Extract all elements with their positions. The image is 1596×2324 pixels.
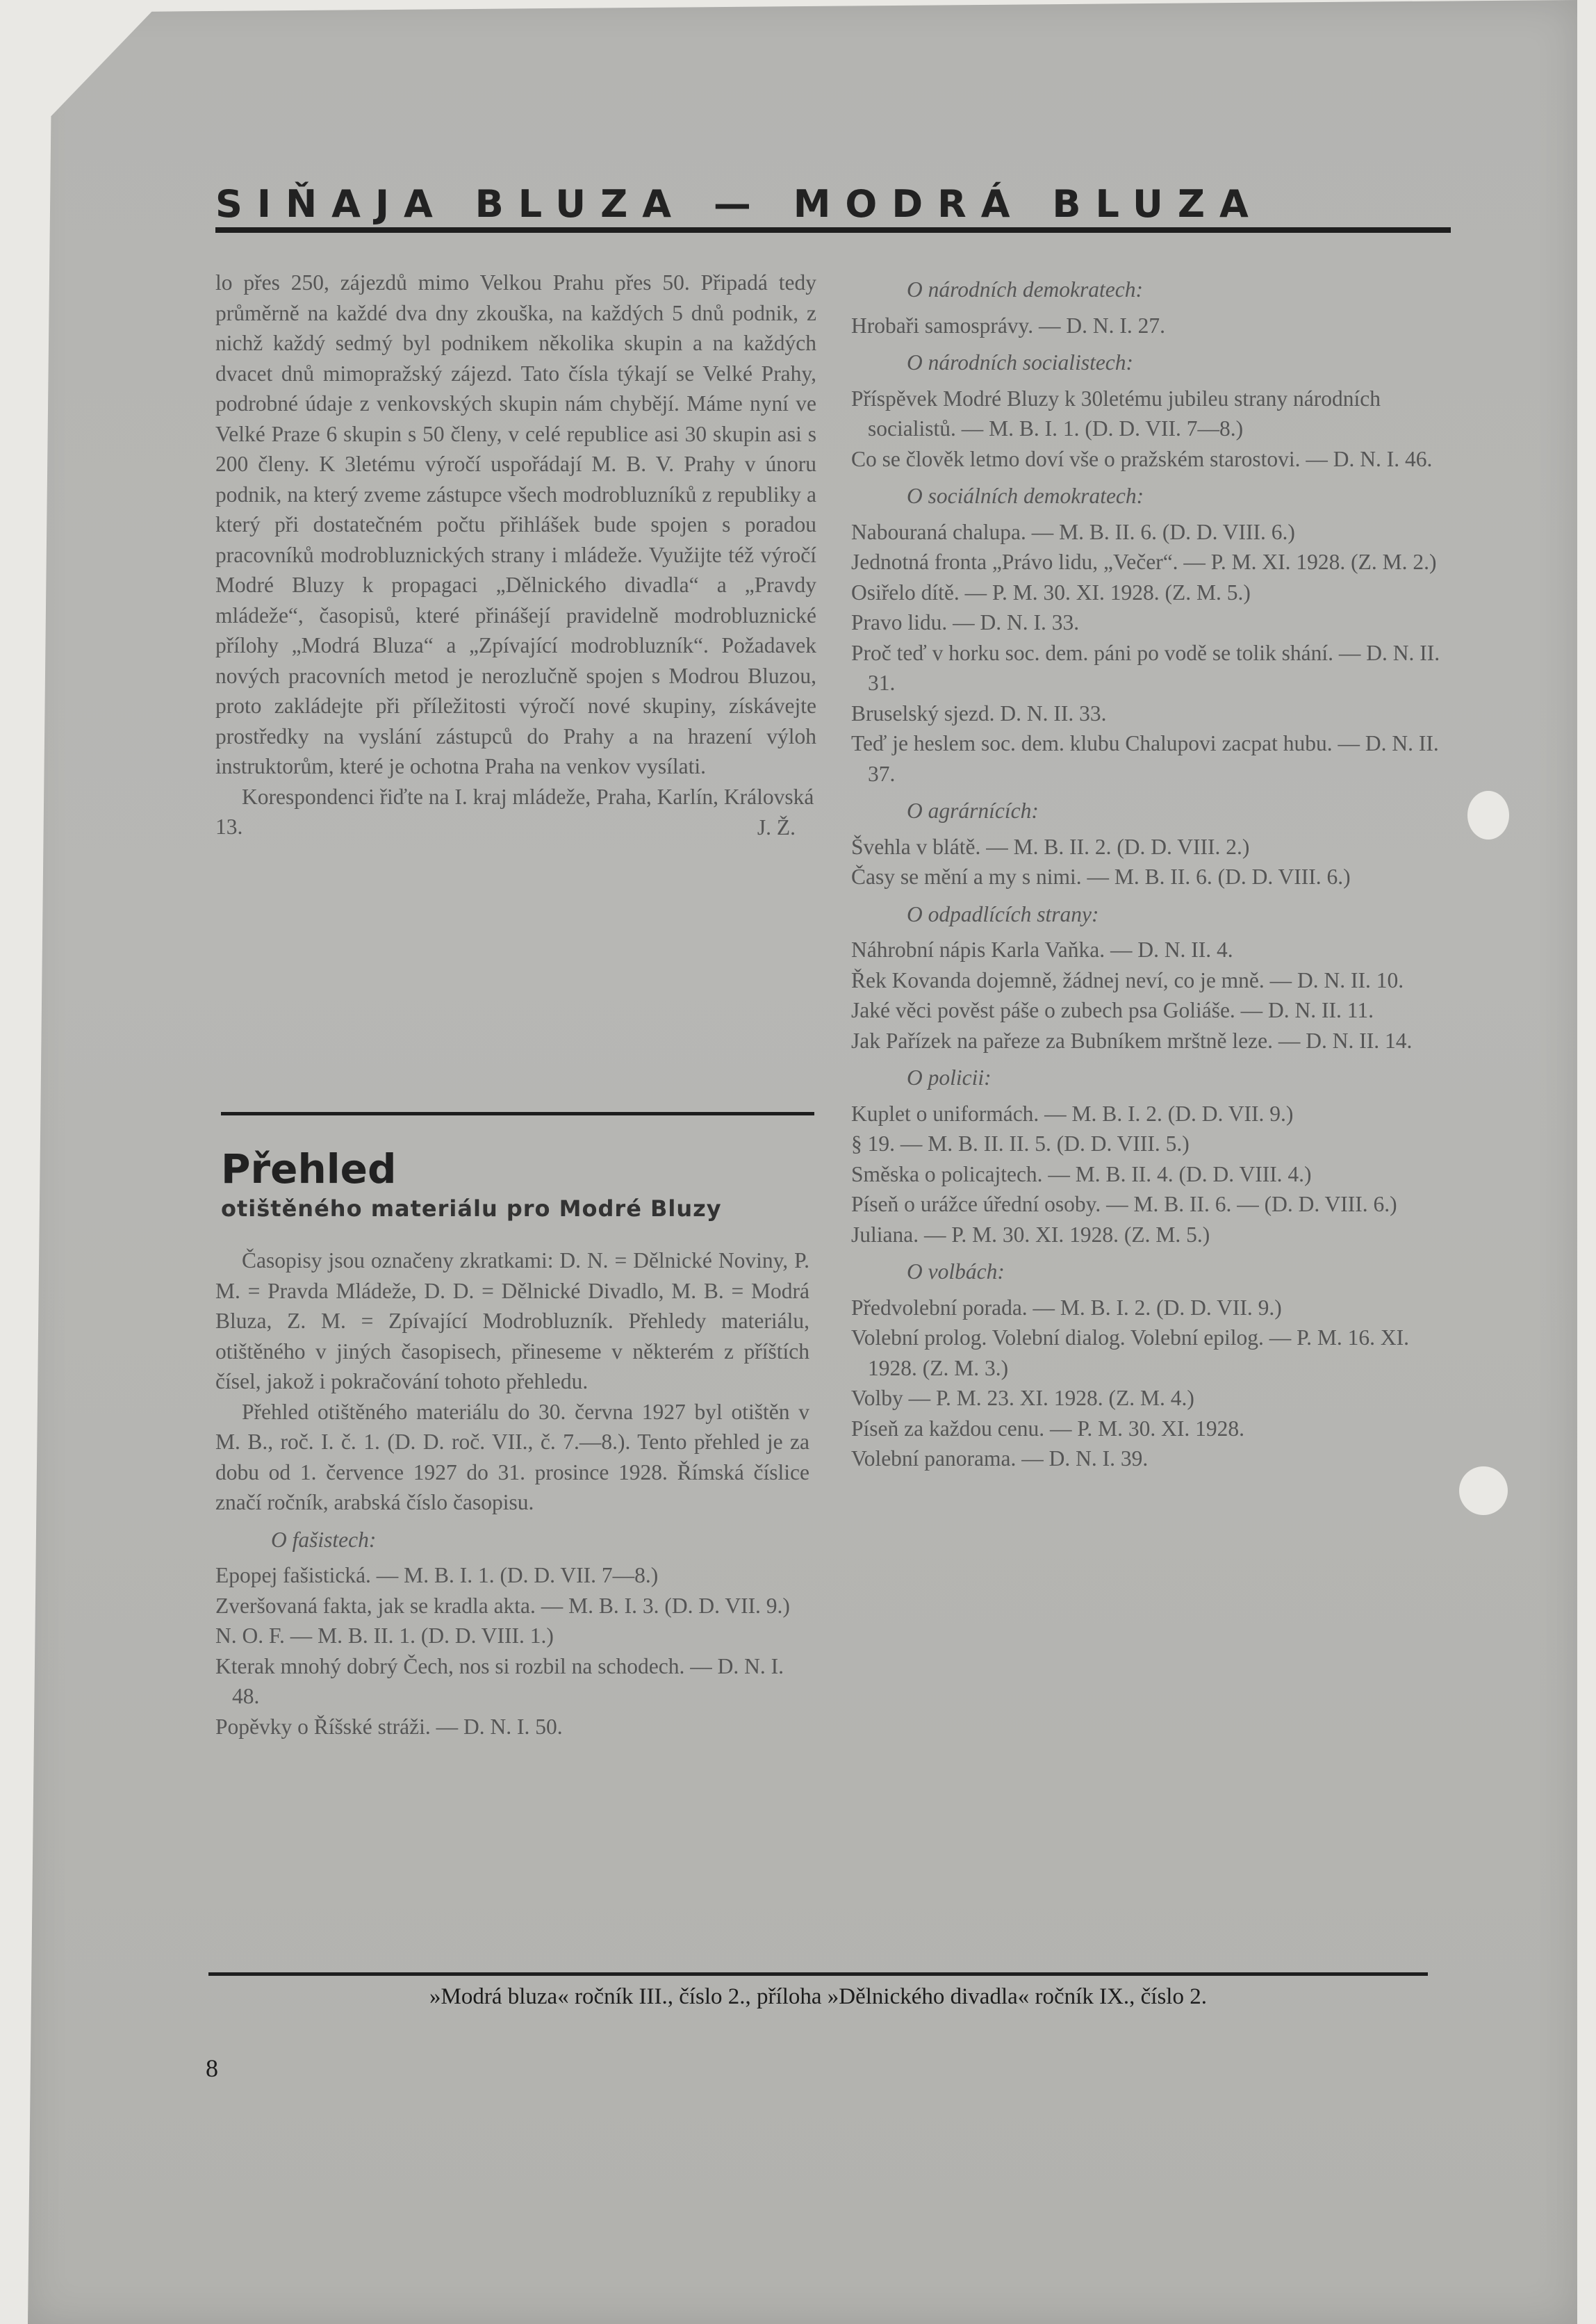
category-entry: Kterak mnohý dobrý Čech, nos si rozbil na schodech. — D. N. I. 48. [215, 1653, 784, 1708]
category-entry: Píseň za každou cenu. — P. M. 30. XI. 1928. [851, 1416, 1245, 1441]
category-entry: Teď je heslem soc. dem. klubu Chalupovi zacpat hubu. — D. N. II. 37. [851, 731, 1439, 786]
category-entry: Juliana. — P. M. 30. XI. 1928. (Z. M. 5.) [851, 1222, 1210, 1247]
footer-rule [208, 1972, 1428, 1976]
category-entry: Jak Pařízek na pařeze za Bubníkem mrštně leze. — D. N. II. 14. [851, 1028, 1413, 1053]
category-entry: Pravo lidu. — D. N. I. 33. [851, 610, 1080, 635]
overview-heading: Přehled [221, 1145, 397, 1193]
category-entry: Píseň o urážce úřední osoby. — M. B. II. 6. — (D. D. VIII. 6.) [851, 1192, 1397, 1216]
article-signature: J. Ž. [757, 815, 796, 840]
category-heading: O odpadlících strany: [907, 901, 1099, 926]
category-entry: Směska o policajtech. — M. B. II. 4. (D. D. VIII. 4.) [851, 1161, 1312, 1186]
category-entry: Zveršovaná fakta, jak se kradla akta. — M. B. I. 3. (D. D. VII. 9.) [215, 1593, 790, 1618]
article-paragraph: lo přes 250, zájezdů mimo Velkou Prahu přes 50. Připadá tedy průměrně na každé dva dny zkouška, na každých 5 dnů podnik, z nichž každý sedmý byl podnikem několika skupin a na každých dvacet dnů mimopražský zájezd. Tato čísla týkají se Velké Prahy, podrobné údaje z venkovských skupin nám chybějí. Máme nyní ve Velké Praze 6 skupin s 50 členy, v celé republice asi 30 skupin asi s 200 členy. K 3letému výročí uspořádají M. B. V. Prahy v únoru podnik, na který zveme zástupce všech modrobluzníků z republiky a který při dostatečném počtu přihlášek bude spojen s poradou pracovníků modrobluznických strany i mládeže. Využijte též výročí Modré Bluzy k propagaci „Dělnického divadla“ a „Pravdy mládeže“, časopisů, které přinášejí pravidelně modrobluznické přílohy „Modrá Bluza“ a „Zpívající modrobluzník“. Požadavek nových pracovních metod je nerozlučně spojen s Modrou Bluzou, proto zakládejte při příležitosti výročí nové skupiny, získávejte prostředky na vyslání zástupců do Prahy a na hrazení výloh instruktorům, které je ochotna Praha na venkov vysílati. [215, 270, 816, 778]
page-title: SIŇAJA BLUZA — MODRÁ BLUZA [215, 182, 1263, 226]
category-entry: Bruselský sjezd. D. N. II. 33. [851, 701, 1107, 726]
overview-right-column [851, 268, 1449, 1474]
punch-hole-bottom [1459, 1466, 1508, 1515]
category-entry: Řek Kovanda dojemně, žádnej neví, co je mně. — D. N. II. 10. [851, 967, 1404, 992]
category-entry: Volební panorama. — D. N. I. 39. [851, 1446, 1149, 1471]
overview-subheading: otištěného materiálu pro Modré Bluzy [221, 1195, 722, 1222]
category-entry: Co se člověk letmo doví vše o pražském starostovi. — D. N. I. 46. [851, 446, 1433, 471]
category-entry: Předvolební porada. — M. B. I. 2. (D. D. VII. 9.) [851, 1295, 1282, 1320]
category-entry: N. O. F. — M. B. II. 1. (D. D. VIII. 1.) [215, 1623, 554, 1648]
category-entry: Osiřelo dítě. — P. M. 30. XI. 1928. (Z. M. 5.) [851, 580, 1251, 605]
category-entry: Náhrobní nápis Karla Vaňka. — D. N. II. 4. [851, 938, 1233, 962]
category-entry: Jednotná fronta „Právo lidu, „Večer“. — P. M. XI. 1928. (Z. M. 2.) [851, 550, 1437, 574]
category-entry: Popěvky o Říšské stráži. — D. N. I. 50. [215, 1714, 563, 1739]
category-entry: Kuplet o uniformách. — M. B. I. 2. (D. D. VII. 9.) [851, 1101, 1294, 1126]
category-heading: O národních demokratech: [907, 277, 1143, 302]
punch-hole-top [1467, 791, 1509, 840]
category-entry: Nabouraná chalupa. — M. B. II. 6. (D. D. VIII. 6.) [851, 519, 1295, 544]
category-entry: Hrobaři samosprávy. — D. N. I. 27. [851, 313, 1165, 338]
category-heading: O volbách: [907, 1259, 1005, 1284]
title-rule [215, 227, 1451, 233]
footer-text: »Modrá bluza« ročník III., číslo 2., příloha »Dělnického divadla« ročník IX., číslo 2. [429, 1984, 1207, 2009]
section-divider [221, 1112, 814, 1115]
article-column [215, 268, 816, 842]
overview-intro: Přehled otištěného materiálu do 30. června 1927 byl otištěn v M. B., roč. I. č. 1. (D. D. roč. VII., č. 7.—8.). Tento přehled je za dobu od 1. července 1927 do 31. prosince 1928. Římská číslice značí ročník, arabská číslo časopisu. [215, 1399, 809, 1514]
category-heading: O agrárnících: [907, 799, 1039, 823]
category-entry: Časy se mění a my s nimi. — M. B. II. 6. (D. D. VIII. 6.) [851, 865, 1351, 889]
category-entry: Epopej fašistická. — M. B. I. 1. (D. D. VII. 7—8.) [215, 1563, 659, 1587]
category-entry: Jaké věci pověst páše o zubech psa Goliáše. — D. N. II. 11. [851, 998, 1374, 1022]
category-heading: O sociálních demokratech: [907, 484, 1144, 508]
category-entry: Volby — P. M. 23. XI. 1928. (Z. M. 4.) [851, 1386, 1194, 1410]
category-heading: O policii: [907, 1065, 992, 1090]
category-heading: O národních socialistech: [907, 350, 1134, 375]
category-entry: Volební prolog. Volební dialog. Volební epilog. — P. M. 16. XI. 1928. (Z. M. 3.) [851, 1325, 1409, 1380]
overview-left-column [215, 1245, 809, 1742]
category-entry: Švehla v blátě. — M. B. II. 2. (D. D. VIII. 2.) [851, 834, 1250, 859]
category-entry: Proč teď v horku soc. dem. páni po vodě se tolik shání. — D. N. II. 31. [851, 640, 1440, 695]
article-paragraph: Korespondenci řiďte na I. kraj mládeže, Praha, Karlín, Královská 13. [215, 784, 814, 839]
overview-intro: Časopisy jsou označeny zkratkami: D. N. = Dělnické Noviny, P. M. = Pravda Mládeže, D. D. = Dělnické Divadlo, M. B. = Modrá Bluza, Z. M. = Zpívající Modrobluzník. Přehledy materiálu, otištěného v jiných časopisech, přineseme v některém z příštích čísel, jakož i pokračování tohoto přehledu. [215, 1248, 809, 1393]
category-heading: O fašistech: [271, 1527, 377, 1552]
category-entry: Příspěvek Modré Bluzy k 30letému jubileu strany národních socialistů. — M. B. I. 1. (D. D. VII. 7—8.) [851, 386, 1381, 441]
page-number: 8 [206, 2054, 218, 2082]
category-entry: § 19. — M. B. II. II. 5. (D. D. VIII. 5.) [851, 1131, 1190, 1156]
